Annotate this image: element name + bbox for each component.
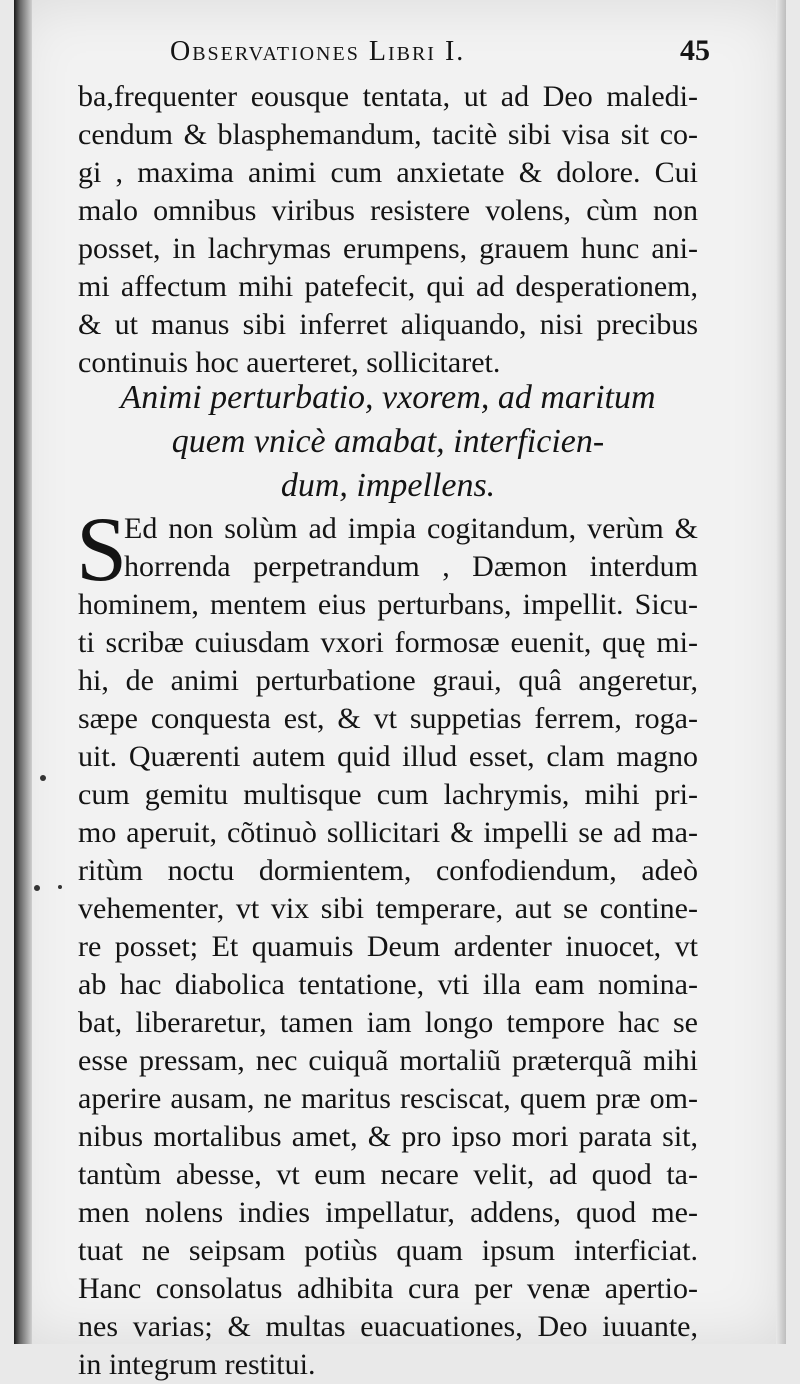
heading-line: dum, impellens. <box>280 467 496 504</box>
running-title: Observationes Libri I. <box>170 36 466 67</box>
text-line: continuis hoc auerteret, sollicitaret. <box>78 346 501 379</box>
text-line: gi , maxima animi cum anxietate & dolore. Cui <box>78 156 698 189</box>
page-number: 45 <box>680 34 710 67</box>
text-line: bat, liberaretur, tamen iam longo tempore hac se <box>78 1006 698 1039</box>
paragraph-1 <box>78 78 698 382</box>
page-gutter-shadow <box>14 0 32 1344</box>
text-line: ab hac diabolica tentatione, vti illa eam nomina- <box>78 968 698 1001</box>
page-edge <box>776 0 786 1344</box>
ink-speck <box>34 885 40 891</box>
text-line: ti scribæ cuiusdam vxori formosæ euenit, quę mi- <box>78 626 698 659</box>
text-line: ritùm noctu dormientem, confodiendum, adeò <box>78 854 698 887</box>
text-line: sæpe conquesta est, & vt suppetias ferrem, roga- <box>78 702 698 735</box>
text-line: re posset; Et quamuis Deum ardenter inuocet, vt <box>78 930 698 963</box>
section-heading <box>78 376 698 508</box>
text-line: & ut manus sibi inferret aliquando, nisi precibus <box>78 308 698 341</box>
text-line: in integrum restitui. <box>78 1348 316 1381</box>
text-line: cum gemitu multisque cum lachrymis, mihi pri- <box>78 778 698 811</box>
ink-speck <box>58 885 62 889</box>
text-line: tuat ne seipsam potiùs quam ipsum interficiat. <box>78 1234 698 1267</box>
text-line: Ed non solùm ad impia cogitandum, verùm & <box>124 512 698 545</box>
text-line: posset, in lachrymas erumpens, grauem hunc ani- <box>78 232 698 265</box>
text-line: aperire ausam, ne maritus resciscat, quem præ om- <box>78 1082 698 1115</box>
text-line: ba,frequenter eousque tentata, ut ad Deo maledi- <box>78 80 698 113</box>
text-line: mi affectum mihi patefecit, qui ad desperationem, <box>78 270 698 303</box>
text-line: horrenda perpetrandum , Dæmon interdum <box>124 550 698 583</box>
ink-speck <box>40 775 46 781</box>
paragraph-2 <box>76 498 698 1384</box>
text-line: hominem, mentem eius perturbans, impellit. Sicu- <box>78 588 698 621</box>
text-line: cendum & blasphemandum, tacitè sibi visa sit co- <box>78 118 698 151</box>
text-line: vehementer, vt vix sibi temperare, aut se contine- <box>78 892 698 925</box>
text-line: hi, de animi perturbatione graui, quâ angeretur, <box>78 664 698 697</box>
text-line: men nolens indies impellatur, addens, quod me- <box>78 1196 698 1229</box>
running-header <box>170 30 710 80</box>
heading-line: quem vnicè amabat, interficien- <box>171 423 605 460</box>
text-line: nes varias; & multas euacuationes, Deo iuuante, <box>78 1310 698 1343</box>
text-line: malo omnibus viribus resistere volens, cùm non <box>78 194 698 227</box>
text-line: nibus mortalibus amet, & pro ipso mori parata sit, <box>78 1120 698 1153</box>
drop-cap: S <box>76 498 128 600</box>
text-line: Hanc consolatus adhibita cura per venæ apertio- <box>78 1272 698 1305</box>
text-line: mo aperuit, cõtinuò sollicitari & impelli se ad ma- <box>78 816 698 849</box>
text-line: uit. Quærenti autem quid illud esset, clam magno <box>78 740 698 773</box>
text-line: esse pressam, nec cuiquã mortaliũ præterquã mihi <box>78 1044 698 1077</box>
heading-line: Animi perturbatio, vxorem, ad maritum <box>120 379 656 416</box>
text-line: tantùm abesse, vt eum necare velit, ad quod ta- <box>78 1158 698 1191</box>
